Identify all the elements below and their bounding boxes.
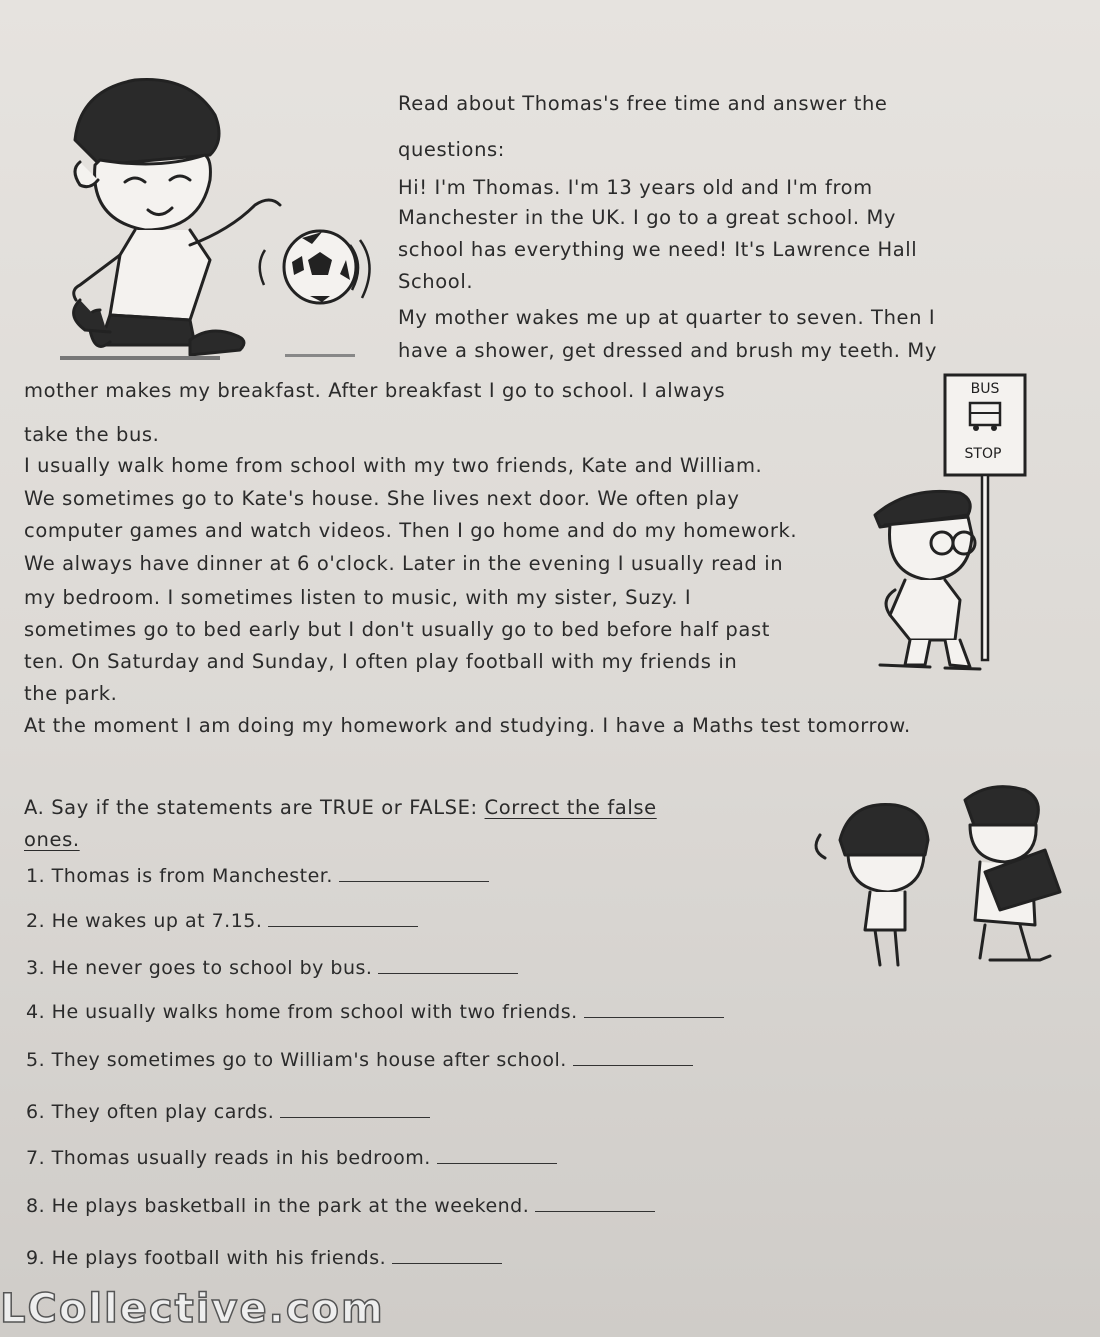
reading-line-15: my bedroom. I sometimes listen to music, with my sister, Suzy. I [24,586,692,609]
statement-text: 7. Thomas usually reads in his bedroom. [26,1147,431,1169]
exercise-heading-underlined: Correct the false [484,796,657,819]
stop-sign-text: STOP [964,446,1002,462]
statement-text: 8. He plays basketball in the park at the weekend. [26,1195,530,1217]
reading-line-18: the park. [24,682,118,705]
statement-text: 4. He usually walks home from school with two friends. [26,1001,578,1023]
statement-text: 5. They sometimes go to William's house after school. [26,1049,567,1071]
reading-line-2: questions: [398,138,505,161]
reading-line-19: At the moment I am doing my homework and studying. I have a Maths test tomorrow. [24,714,911,737]
reading-line-7: My mother wakes me up at quarter to seven. Then I [398,306,936,329]
answer-blank-2[interactable] [268,924,418,927]
statement-5 [26,1051,693,1070]
statement-text: 3. He never goes to school by bus. [26,957,373,979]
statement-7 [26,1149,557,1168]
reading-line-4: Manchester in the UK. I go to a great school. My [398,206,897,229]
two-kids-illustration [810,780,1070,980]
answer-blank-5[interactable] [573,1063,693,1066]
answer-blank-1[interactable] [339,879,489,882]
bus-sign-text: BUS [970,381,1000,397]
bus-stop-boy-illustration [850,365,1050,685]
reading-line-1: Read about Thomas's free time and answer the [398,92,888,115]
statement-8 [26,1197,655,1216]
statement-text: 6. They often play cards. [26,1101,275,1123]
boy-kicking-ball-illustration [40,70,390,370]
statement-text: 2. He wakes up at 7.15. [26,910,263,932]
exercise-heading-continued: ones. [24,828,80,851]
reading-line-6: School. [398,270,474,293]
statement-1 [26,867,489,886]
reading-line-9: mother makes my breakfast. After breakfast I go to school. I always [24,379,726,402]
reading-line-10: take the bus. [24,423,160,446]
reading-line-13: computer games and watch videos. Then I go home and do my homework. [24,519,798,542]
site-watermark: LCollective.com [0,1286,385,1332]
reading-line-12: We sometimes go to Kate's house. She lives next door. We often play [24,487,740,510]
exercise-heading [24,798,657,818]
answer-blank-4[interactable] [584,1015,724,1018]
answer-blank-3[interactable] [378,971,518,974]
statement-text: 9. He plays football with his friends. [26,1247,387,1269]
reading-line-14: We always have dinner at 6 o'clock. Later in the evening I usually read in [24,552,784,575]
reading-line-16: sometimes go to bed early but I don't usually go to bed before half past [24,618,770,641]
statement-9 [26,1249,502,1268]
answer-blank-6[interactable] [280,1115,430,1118]
reading-line-11: I usually walk home from school with my two friends, Kate and William. [24,454,763,477]
statement-2 [26,912,418,931]
answer-blank-7[interactable] [437,1161,557,1164]
exercise-heading-main: A. Say if the statements are TRUE or FALSE: [24,796,478,819]
statement-4 [26,1003,724,1022]
reading-line-3: Hi! I'm Thomas. I'm 13 years old and I'm from [398,176,873,199]
reading-line-17: ten. On Saturday and Sunday, I often play football with my friends in [24,650,738,673]
reading-line-8: have a shower, get dressed and brush my teeth. My [398,339,937,362]
reading-line-5: school has everything we need! It's Lawrence Hall [398,238,918,261]
statement-6 [26,1103,430,1122]
answer-blank-9[interactable] [392,1261,502,1264]
answer-blank-8[interactable] [535,1209,655,1212]
statement-3 [26,959,518,978]
statement-text: 1. Thomas is from Manchester. [26,865,333,887]
